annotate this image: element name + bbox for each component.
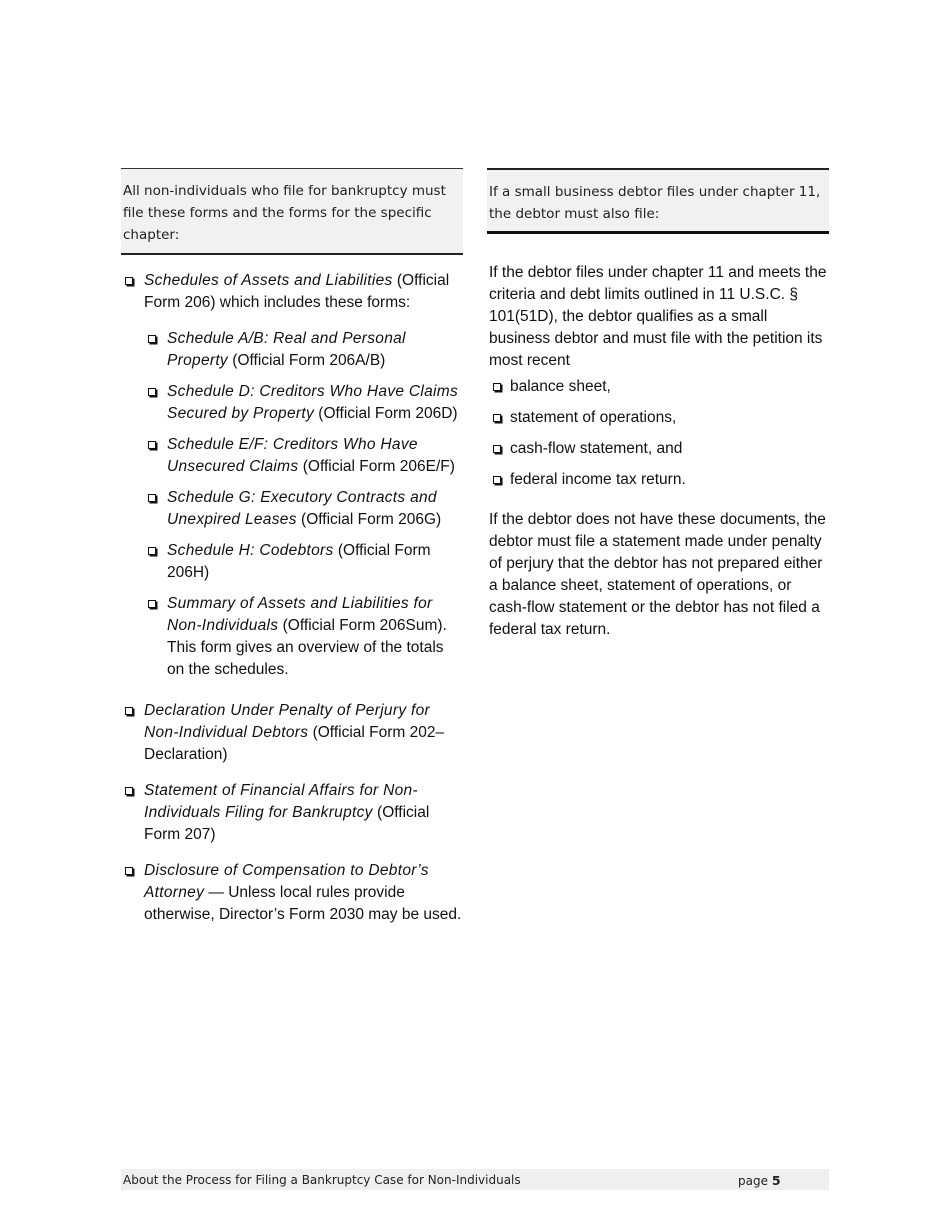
checkbox-icon [148,388,156,396]
form-desc: — Unless local rules provide otherwise, Director’s Form 2030 may be used. [144,884,462,923]
checkbox-icon [148,494,156,502]
form-desc: (Official Form 206H) [167,542,431,581]
list-item [489,407,829,429]
checkbox-icon [148,335,156,343]
list-item [121,860,463,926]
left-column-header: All non-individuals who file for bankruptcy must file these forms and the forms for the specific chapter: [121,168,463,255]
form-desc: (Official Form 206Sum). This form gives an overview of the totals on the schedules. [167,617,447,678]
checkbox-icon [148,441,156,449]
list-item [144,487,463,531]
form-title: Schedule G: Executory Contracts and Unexpired Leases [167,489,437,528]
right-column-header: If a small business debtor files under chapter 11, the debtor must also file: [487,168,829,234]
form-title: Schedule D: Creditors Who Have Claims Secured by Property [167,383,459,422]
checkbox-icon [148,547,156,555]
list-item [489,438,829,460]
intro-paragraph: If the debtor files under chapter 11 and meets the criteria and debt limits outlined in 11 U.S.C. § 101(51D), the debtor qualifies as a small business debtor and must file with the petition its most recent [489,264,827,369]
schedules-sublist [144,328,463,681]
form-desc: (Official Form 206D) [314,405,458,422]
item-label: cash-flow statement, and [510,440,683,457]
item-label: balance sheet, [510,378,611,395]
checkbox-icon [125,787,133,795]
form-title: Statement of Financial Affairs for Non-Individuals Filing for Bankruptcy [144,782,418,821]
form-title: Declaration Under Penalty of Perjury for Non-Individual Debtors [144,702,430,741]
checkbox-icon [493,414,501,422]
checkbox-icon [148,600,156,608]
item-label: statement of operations, [510,409,677,426]
list-item [489,469,829,491]
form-title: Schedule A/B: Real and Personal Property [167,330,406,369]
left-column [121,168,463,940]
financial-documents-list [487,376,829,491]
page-number: 5 [771,1173,781,1188]
list-item [489,376,829,398]
form-title: Schedule H: Codebtors [167,542,334,559]
form-desc: (Official Form 207) [144,804,430,843]
form-desc: (Official Form 206) which includes these forms: [144,272,450,311]
form-title: Schedules of Assets and Liabilities [144,272,393,289]
list-item [144,328,463,372]
footer-title: About the Process for Filing a Bankruptcy Case for Non-Individuals [123,1173,521,1187]
checkbox-icon [125,277,133,285]
page-label: page [738,1174,768,1188]
item-label: federal income tax return. [510,471,686,488]
right-column [487,168,829,641]
page-footer [121,1169,829,1190]
form-desc: (Official Form 206G) [296,511,442,528]
form-title: Summary of Assets and Liabilities for Non-Individuals [167,595,433,634]
list-item [144,434,463,478]
list-item [121,270,463,681]
form-title: Disclosure of Compensation to Debtor’s Attorney [144,862,429,901]
checkbox-icon [493,383,501,391]
outro-paragraph: If the debtor does not have these documents, the debtor must file a statement made under penalty of perjury that the debtor has not prepared either a balance sheet, statement of operations, or cash-flow statement or the debtor has not filed a federal tax return. [489,511,826,638]
page-indicator [738,1169,781,1193]
form-desc: (Official Form 206A/B) [227,352,386,369]
list-item [144,593,463,681]
checkbox-icon [125,867,133,875]
form-title: Schedule E/F: Creditors Who Have Unsecured Claims [167,436,418,475]
checkbox-icon [493,445,501,453]
form-desc: (Official Form 202–Declaration) [144,724,445,763]
checkbox-icon [493,476,501,484]
form-desc: (Official Form 206E/F) [298,458,455,475]
checkbox-icon [125,707,133,715]
list-item [144,540,463,584]
list-item [144,381,463,425]
list-item [121,700,463,766]
required-forms-list [121,270,463,926]
list-item [121,780,463,846]
